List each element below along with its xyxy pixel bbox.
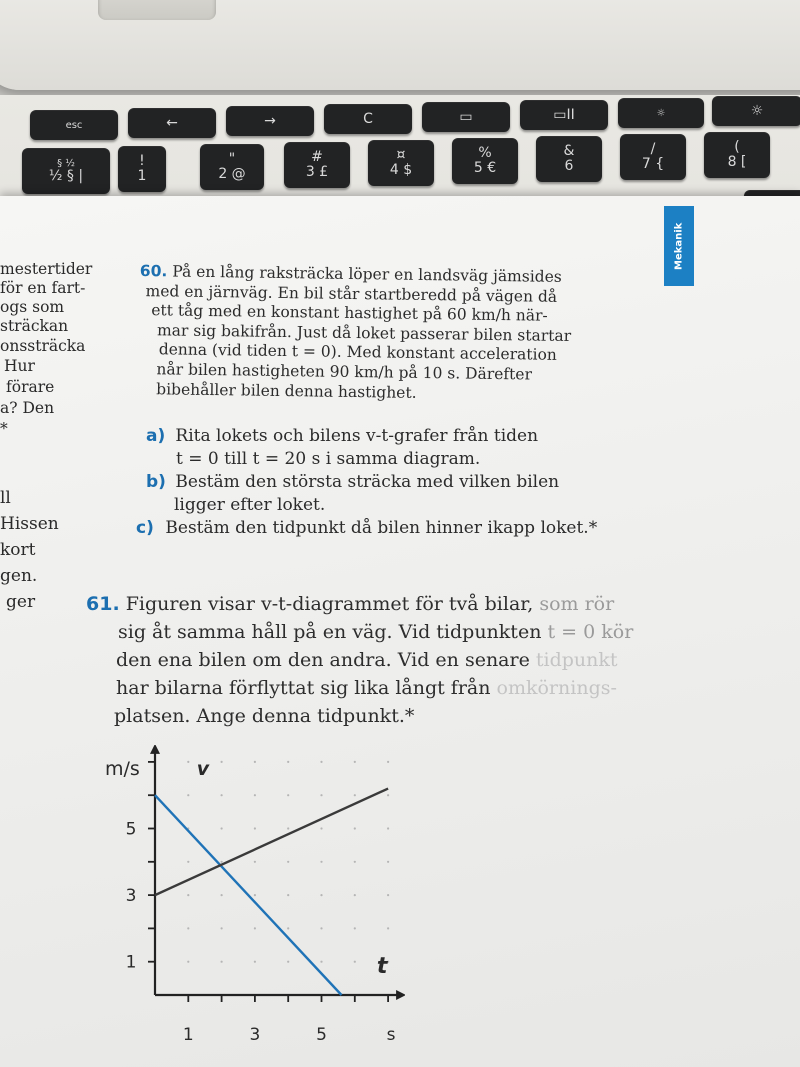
grid-dot [287, 761, 289, 763]
refresh-key[interactable] [324, 104, 412, 134]
grid-dot [354, 894, 356, 896]
grid-dot [354, 827, 356, 829]
key-6[interactable] [536, 136, 602, 182]
grid-dot [320, 761, 322, 763]
grid-dot [254, 794, 256, 796]
margin-text: förare [6, 378, 55, 396]
key-4[interactable] [368, 140, 434, 186]
refresh-icon: C [363, 111, 373, 127]
grid-dot [221, 827, 223, 829]
grid-dot [287, 961, 289, 963]
question-text: Bestäm den tidpunkt då bilen hinner ikapp loket.* [165, 518, 598, 538]
problem-61 [86, 590, 633, 730]
problem-60 [138, 262, 660, 406]
x-axis-unit: s [386, 1025, 396, 1045]
key-label: 4 $ [389, 162, 413, 178]
problem-text-faded: omkörnings- [490, 677, 617, 699]
grid-dot [287, 894, 289, 896]
margin-text: a? Den [0, 399, 55, 417]
y-axis-arrow [150, 745, 160, 754]
grid-dot [387, 794, 389, 796]
problem-text-line: sig åt samma håll på en väg. Vid tidpunkten [118, 621, 542, 643]
grid-dot [354, 761, 356, 763]
lid-hinge [98, 0, 216, 20]
question-b [146, 472, 559, 492]
grid-dot [221, 961, 223, 963]
key-5[interactable] [452, 138, 518, 184]
grid-dot [287, 861, 289, 863]
problem-text-line: Figuren visar v-t-diagrammet för två bilar, [125, 593, 534, 615]
grid-dot [287, 827, 289, 829]
margin-text: mestertider [0, 260, 93, 278]
grid-dot [187, 961, 189, 963]
margin-text: ogs som [0, 298, 65, 316]
key-3[interactable] [284, 142, 350, 188]
question-label: a) [146, 426, 166, 446]
problem-text-faded: tidpunkt [529, 649, 618, 671]
key-label: ½ § | [48, 167, 84, 184]
grid-dot [320, 827, 322, 829]
grid-dot [187, 927, 189, 929]
grid-dot [354, 794, 356, 796]
key-label: # [311, 148, 323, 165]
margin-text: * [0, 420, 8, 438]
grid-dot [221, 894, 223, 896]
grid-dot [387, 894, 389, 896]
x-tick-label: 1 [182, 1025, 194, 1045]
margin-text: Hur [4, 357, 35, 375]
grid-dot [354, 861, 356, 863]
vt-chart [95, 745, 405, 1055]
grid-dot [221, 761, 223, 763]
grid-dot [320, 961, 322, 963]
question-c [136, 518, 597, 538]
grid-dot [187, 794, 189, 796]
brightness-icon: ☼ [656, 107, 666, 119]
grid-dot [254, 827, 256, 829]
key-label: " [228, 150, 236, 167]
problem-text-line: bibehåller bilen denna hastighet. [156, 379, 417, 402]
problem-text-line: den ena bilen om den andra. Vid en senare [116, 649, 530, 671]
problem-text-line: med en järnväg. En bil står startberedd på vägen då [145, 281, 558, 306]
brightness-icon: ☼ [750, 103, 764, 119]
y-axis-unit: m/s [105, 758, 140, 780]
key-1[interactable] [118, 146, 166, 192]
question-text: Rita lokets och bilens v-t-grafer från tiden [175, 426, 539, 446]
x-axis-arrow [396, 990, 405, 1000]
key-label: / [650, 140, 656, 157]
problem-text-line: har bilarna förflyttat sig lika långt från [116, 677, 491, 699]
grid-dot [320, 794, 322, 796]
key-label: esc [65, 119, 83, 131]
key-2[interactable] [200, 144, 264, 190]
laptop-lid [0, 0, 800, 90]
margin-text: ger [6, 592, 36, 612]
section-key[interactable] [22, 148, 110, 194]
brightness-down-key[interactable] [618, 98, 704, 128]
grid-dot [254, 961, 256, 963]
problem-text-line: mar sig bakifrån. Just då loket passerar bilen startar [156, 321, 572, 345]
key-8[interactable] [704, 132, 770, 178]
grid-dot [187, 894, 189, 896]
grid-dot [387, 927, 389, 929]
grid-dot [187, 761, 189, 763]
esc-key[interactable] [30, 110, 118, 140]
grid-dot [221, 861, 223, 863]
grid-dot [221, 794, 223, 796]
key-label: 3 £ [305, 164, 329, 180]
overview-key[interactable] [520, 100, 608, 130]
x-tick-label: 3 [249, 1025, 261, 1045]
series-line-decelerating [155, 795, 341, 995]
grid-dot [354, 927, 356, 929]
key-label: & [563, 142, 575, 159]
overview-icon: ▭II [553, 107, 575, 123]
question-label: c) [136, 518, 154, 538]
grid-dot [320, 927, 322, 929]
margin-text: Hissen [0, 514, 59, 534]
problem-text-line: når bilen hastigheten 90 km/h på 10 s. Därefter [156, 360, 533, 384]
margin-text: kort [0, 540, 36, 560]
question-a-cont: t = 0 till t = 20 s i samma diagram. [176, 449, 481, 469]
problem-text-faded: t = 0 kör [541, 621, 634, 643]
grid-dot [254, 927, 256, 929]
grid-dot [254, 894, 256, 896]
key-label: ( [734, 138, 740, 155]
key-label: 1 [137, 168, 147, 184]
grid-dot [387, 761, 389, 763]
x-axis-label: t [376, 954, 388, 979]
question-label: b) [146, 472, 166, 492]
key-label: 6 [564, 158, 574, 174]
y-tick-label: 1 [125, 952, 137, 973]
grid-dot [187, 861, 189, 863]
key-label: § ½ [57, 157, 75, 169]
brightness-up-key[interactable] [712, 96, 800, 126]
grid-dot [221, 927, 223, 929]
grid-dot [320, 894, 322, 896]
key-label: % [478, 144, 492, 161]
margin-text: ll [0, 488, 11, 508]
key-label: ¤ [396, 146, 406, 163]
forward-key[interactable] [226, 106, 314, 136]
problem-text-line: platsen. Ange denna tidpunkt.* [114, 705, 415, 727]
chapter-tab: Mekanik [664, 206, 694, 286]
key-7[interactable] [620, 134, 686, 180]
grid-dot [287, 927, 289, 929]
grid-dot [287, 794, 289, 796]
grid-dot [387, 861, 389, 863]
key-label: → [264, 113, 276, 129]
key-label: 2 @ [218, 166, 246, 182]
y-tick-label: 5 [125, 819, 137, 840]
margin-text: för en fart- [0, 279, 86, 297]
key-label: 5 € [473, 160, 497, 176]
grid-dot [254, 761, 256, 763]
y-axis-label: v [196, 758, 210, 780]
problem-text-faded: som rör [533, 593, 615, 615]
problem-text-line: denna (vid tiden t = 0). Med konstant acceleration [158, 340, 557, 365]
grid-dot [387, 827, 389, 829]
y-tick-label: 3 [125, 886, 137, 907]
x-tick-label: 5 [316, 1025, 327, 1045]
margin-text: onssträcka [0, 337, 86, 355]
series [155, 789, 388, 995]
fullscreen-icon: ▭ [459, 109, 473, 125]
margin-text: sträckan [0, 317, 69, 335]
series-line-accelerating [155, 789, 388, 896]
key-label: ! [139, 152, 145, 169]
margin-text: gen. [0, 566, 38, 586]
question-text: Bestäm den största sträcka med vilken bilen [175, 472, 560, 492]
key-label: ← [166, 115, 178, 131]
problem-number: 61. [86, 593, 120, 615]
grid-dot [254, 861, 256, 863]
problem-text-line: På en lång raksträcka löper en landsväg jämsides [172, 262, 562, 286]
key-label: 8 [ [727, 154, 747, 170]
back-key[interactable] [128, 108, 216, 138]
fullscreen-key[interactable] [422, 102, 510, 132]
question-a [146, 426, 538, 446]
problem-number: 60. [139, 262, 168, 281]
key-label: 7 { [641, 156, 665, 172]
problem-text-line: ett tåg med en konstant hastighet på 60 km/h när- [151, 301, 548, 325]
grid-dot [354, 961, 356, 963]
question-b-cont: ligger efter loket. [174, 495, 326, 515]
grid-dot [320, 861, 322, 863]
